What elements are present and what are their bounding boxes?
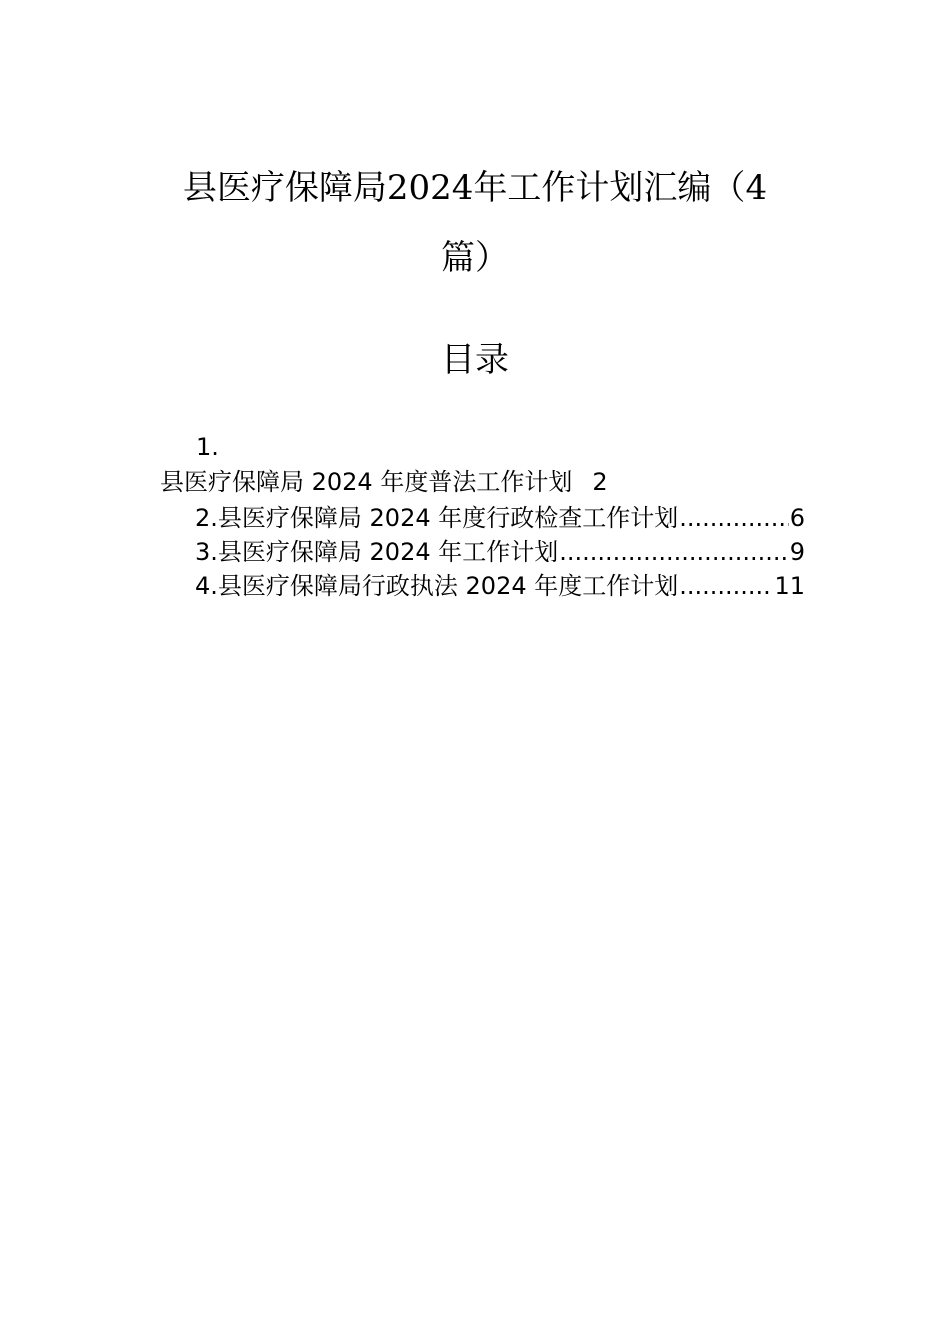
document-title-line-1 xyxy=(140,166,810,210)
toc-item-2-text: 2.县医疗保障局 2024 年度行政检查工作计划 xyxy=(195,504,679,532)
toc-leader-dots xyxy=(679,501,788,535)
toc-item-3[interactable] xyxy=(195,535,805,569)
toc-item-4-page: 11 xyxy=(774,572,805,600)
title-text-part1: 县医疗保障局 xyxy=(182,168,387,208)
toc-item-1-text: 县医疗保障局 2024 年度普法工作计划 xyxy=(160,468,573,496)
toc-item-2[interactable] xyxy=(195,501,805,535)
document-title-line-2: 篇） xyxy=(441,238,509,278)
toc-item-1-number[interactable]: 1. xyxy=(196,433,219,461)
title-year: 2024 xyxy=(386,168,474,208)
toc-item-1[interactable] xyxy=(160,465,608,499)
toc-leader-dots xyxy=(679,569,773,603)
toc-item-3-page: 9 xyxy=(789,538,805,566)
toc-leader-dots xyxy=(559,535,788,569)
toc-heading: 目录 xyxy=(441,340,509,380)
toc-item-3-text: 3.县医疗保障局 2024 年工作计划 xyxy=(195,538,559,566)
toc-item-2-page: 6 xyxy=(789,504,805,532)
toc-item-1-page: 2 xyxy=(592,468,608,496)
title-count: 4 xyxy=(745,168,768,208)
toc-item-4-text: 4.县医疗保障局行政执法 2024 年度工作计划 xyxy=(195,572,679,600)
toc-item-4[interactable] xyxy=(195,569,805,603)
title-text-part2: 年工作计划汇编（ xyxy=(473,168,746,208)
